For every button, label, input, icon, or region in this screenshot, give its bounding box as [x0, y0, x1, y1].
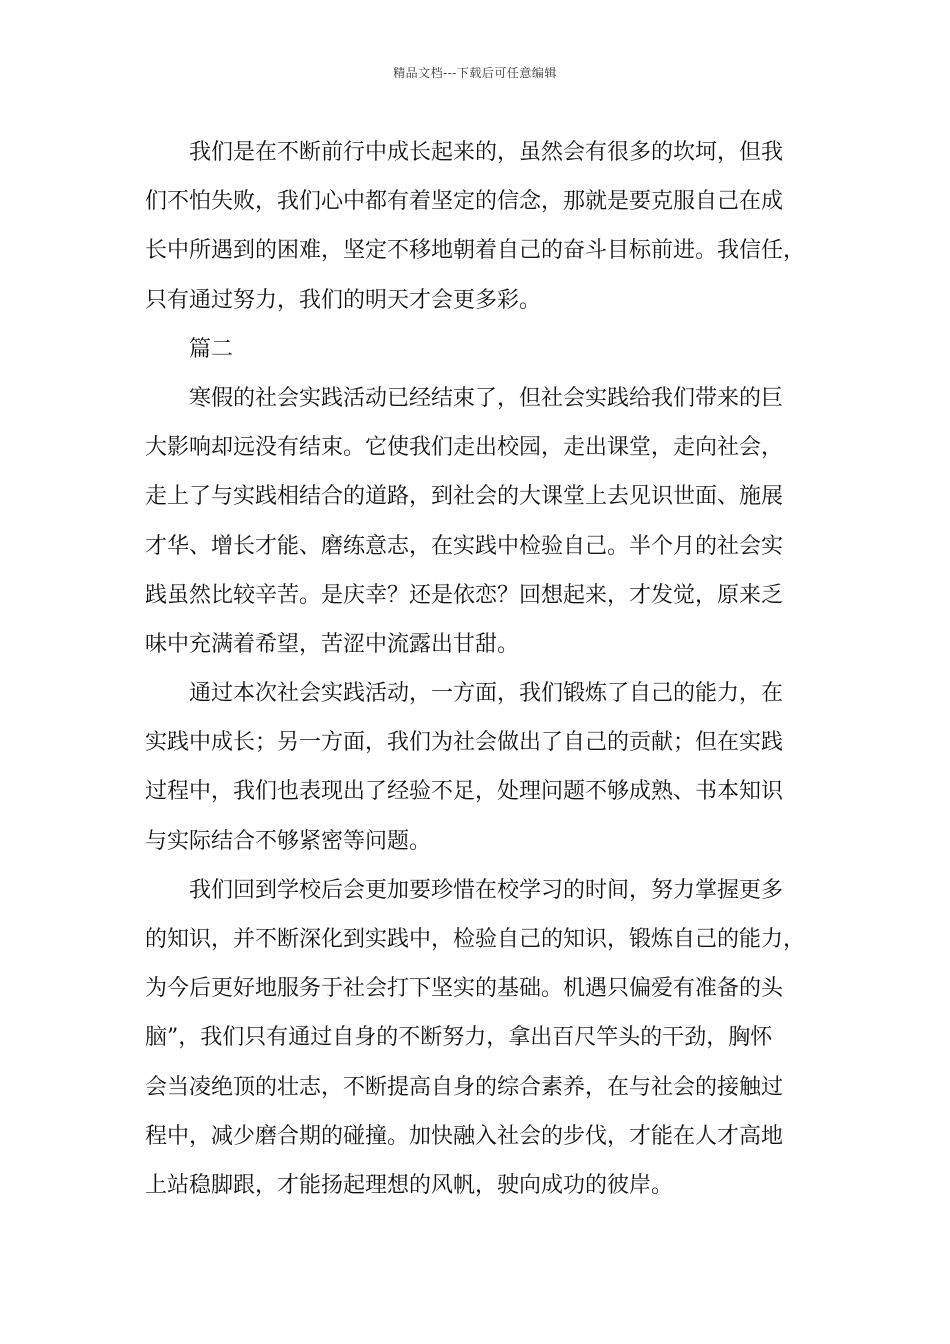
paragraph-line: 味中充满着希望，苦涩中流露出甘甜。	[145, 631, 520, 657]
paragraph-line: 会当凌绝顶的壮志，不断提高自身的综合素养，在与社会的接触过	[145, 1074, 784, 1100]
paragraph-line: 与实际结合不够紧密等问题。	[145, 828, 432, 854]
paragraph-line: 实践中成长；另一方面，我们为社会做出了自己的贡献；但在实践	[145, 730, 784, 756]
paragraph-line: 践虽然比较辛苦。是庆幸？还是依恋？回想起来，才发觉，原来乏	[145, 582, 784, 608]
section-heading	[145, 325, 825, 374]
paragraph-line: 过程中，我们也表现出了经验不足，处理问题不够成熟、书本知识	[145, 779, 784, 805]
paragraph-2	[145, 374, 825, 669]
paragraph-line: 脑”，我们只有通过自身的不断努力，拿出百尺竿头的干劲，胸怀	[145, 1025, 773, 1051]
paragraph-4	[145, 866, 825, 1210]
paragraph-line: 大影响却远没有结束。它使我们走出校园，走出课堂，走向社会，	[145, 435, 784, 461]
paragraph-line: 长中所遇到的困难，坚定不移地朝着自己的奋斗目标前进。我信任，	[145, 238, 806, 264]
document-body	[145, 128, 825, 1210]
paragraph-line: 程中，减少磨合期的碰撞。加快融入社会的步伐，才能在人才高地	[145, 1123, 784, 1149]
paragraph-line: 通过本次社会实践活动，一方面，我们锻炼了自己的能力，在	[189, 681, 784, 707]
paragraph-line: 只有通过努力，我们的明天才会更多彩。	[145, 287, 542, 313]
paragraph-line: 走上了与实践相结合的道路，到社会的大课堂上去见识世面、施展	[145, 484, 784, 510]
paragraph-line: 我们回到学校后会更加要珍惜在校学习的时间，努力掌握更多	[189, 877, 784, 903]
paragraph-line: 寒假的社会实践活动已经结束了，但社会实践给我们带来的巨	[189, 385, 784, 411]
section-title: 篇二	[189, 336, 234, 362]
paragraph-line: 才华、增长才能、磨练意志，在实践中检验自己。半个月的社会实	[145, 533, 784, 559]
paragraph-3	[145, 669, 825, 866]
paragraph-line: 为今后更好地服务于社会打下坚实的基础。机遇只偏爱有准备的头	[145, 976, 784, 1002]
paragraph-1	[145, 128, 825, 325]
paragraph-line: 的知识，并不断深化到实践中，检验自己的知识，锻炼自己的能力，	[145, 927, 806, 952]
paragraph-line: 我们是在不断前行中成长起来的，虽然会有很多的坎坷，但我	[189, 140, 784, 165]
page-header: 精品文档---下载后可任意编辑	[393, 66, 557, 80]
paragraph-line: 上站稳脚跟，才能扬起理想的风帆，驶向成功的彼岸。	[145, 1172, 674, 1198]
paragraph-line: 们不怕失败，我们心中都有着坚定的信念，那就是要克服自己在成	[145, 189, 784, 215]
